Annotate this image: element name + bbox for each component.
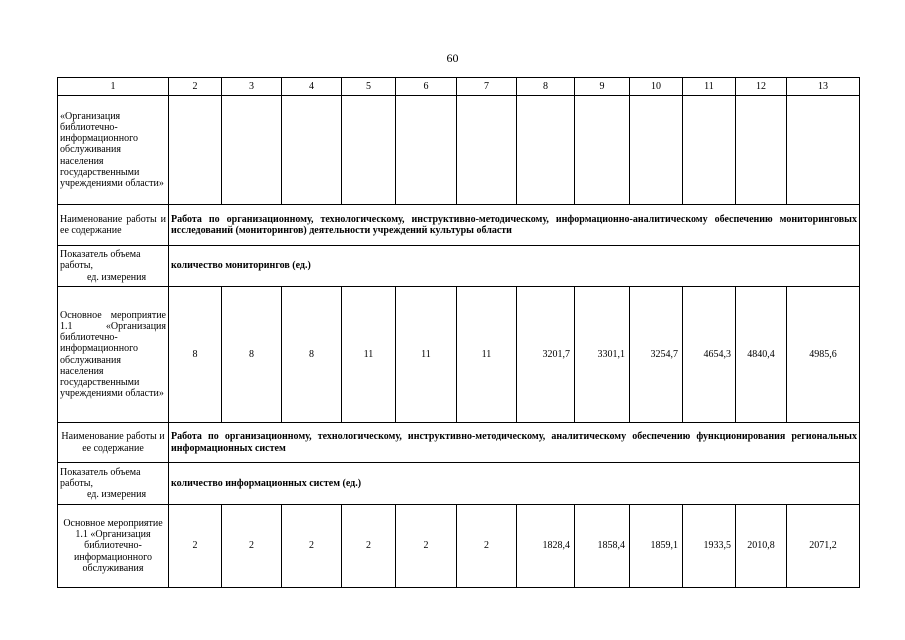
empty-cell: [736, 96, 787, 205]
value-cell: 2: [342, 505, 396, 588]
work-description: Работа по организационному, технологическому, инструктивно-методическому, информационно-аналитическому обеспечению мониторинговых исследований (мониторингов) деятельности учреждений культуры области: [169, 205, 860, 246]
empty-cell: [396, 96, 457, 205]
volume-indicator: количество информационных систем (ед.): [169, 463, 860, 505]
value-cell: 3301,1: [575, 287, 630, 423]
value-cell: 2: [222, 505, 282, 588]
value-cell: 1859,1: [630, 505, 683, 588]
header-cell: 10: [630, 78, 683, 96]
empty-cell: [457, 96, 517, 205]
table-row: [58, 505, 860, 588]
row-label: Основное мероприятие 1.1 «Организация библиотечно-информационного обслуживания населения государственными учреждениями области»: [58, 287, 169, 423]
value-cell: 8: [222, 287, 282, 423]
header-cell: 3: [222, 78, 282, 96]
row-label: «Организация библиотечно-информационного обслуживания населения государственными учреждениями области»: [58, 96, 169, 205]
empty-cell: [683, 96, 736, 205]
value-cell: 4840,4: [736, 287, 787, 423]
value-cell: 11: [342, 287, 396, 423]
table-row: [58, 246, 860, 287]
value-cell: 2: [169, 505, 222, 588]
table-row: [58, 287, 860, 423]
header-row: [58, 78, 860, 96]
row-label: Наименование работы и ее содержание: [58, 205, 169, 246]
empty-cell: [575, 96, 630, 205]
value-cell: 2: [457, 505, 517, 588]
empty-cell: [787, 96, 860, 205]
table-row: [58, 205, 860, 246]
value-cell: 3201,7: [517, 287, 575, 423]
value-cell: 1933,5: [683, 505, 736, 588]
header-cell: 5: [342, 78, 396, 96]
value-cell: 1828,4: [517, 505, 575, 588]
volume-indicator: количество мониторингов (ед.): [169, 246, 860, 287]
value-cell: 1858,4: [575, 505, 630, 588]
empty-cell: [169, 96, 222, 205]
value-cell: 2: [396, 505, 457, 588]
value-cell: 2: [282, 505, 342, 588]
empty-cell: [342, 96, 396, 205]
row-label: Наименование работы и ее содержание: [58, 423, 169, 463]
value-cell: 4985,6: [787, 287, 860, 423]
header-cell: 6: [396, 78, 457, 96]
row-label-text: Показатель объема работы,: [60, 249, 141, 272]
value-cell: 8: [169, 287, 222, 423]
table-row: [58, 423, 860, 463]
work-description: Работа по организационному, технологическому, инструктивно-методическому, аналитическому обеспечению функционирования региональных информационных систем: [169, 423, 860, 463]
row-label-unit: ед. измерения: [87, 271, 147, 283]
value-cell: 3254,7: [630, 287, 683, 423]
header-cell: 2: [169, 78, 222, 96]
value-cell: 2071,2: [787, 505, 860, 588]
header-cell: 8: [517, 78, 575, 96]
value-cell: 4654,3: [683, 287, 736, 423]
header-cell: 11: [683, 78, 736, 96]
table-row: [58, 96, 860, 205]
header-cell: 12: [736, 78, 787, 96]
empty-cell: [222, 96, 282, 205]
header-cell: 13: [787, 78, 860, 96]
row-label: Основное мероприятие 1.1 «Организация библиотечно-информационного обслуживания: [58, 505, 169, 588]
header-cell: 4: [282, 78, 342, 96]
row-label-unit: ед. измерения: [87, 489, 147, 501]
value-cell: 11: [396, 287, 457, 423]
row-label: [58, 246, 169, 287]
value-cell: 2010,8: [736, 505, 787, 588]
row-label-text: Показатель объема работы,: [60, 466, 141, 489]
value-cell: 8: [282, 287, 342, 423]
row-label: [58, 463, 169, 505]
empty-cell: [517, 96, 575, 205]
header-cell: 9: [575, 78, 630, 96]
empty-cell: [630, 96, 683, 205]
data-table: [57, 77, 860, 588]
header-cell: 1: [58, 78, 169, 96]
page-number: 60: [446, 51, 459, 65]
value-cell: 11: [457, 287, 517, 423]
header-cell: 7: [457, 78, 517, 96]
table-row: [58, 463, 860, 505]
empty-cell: [282, 96, 342, 205]
